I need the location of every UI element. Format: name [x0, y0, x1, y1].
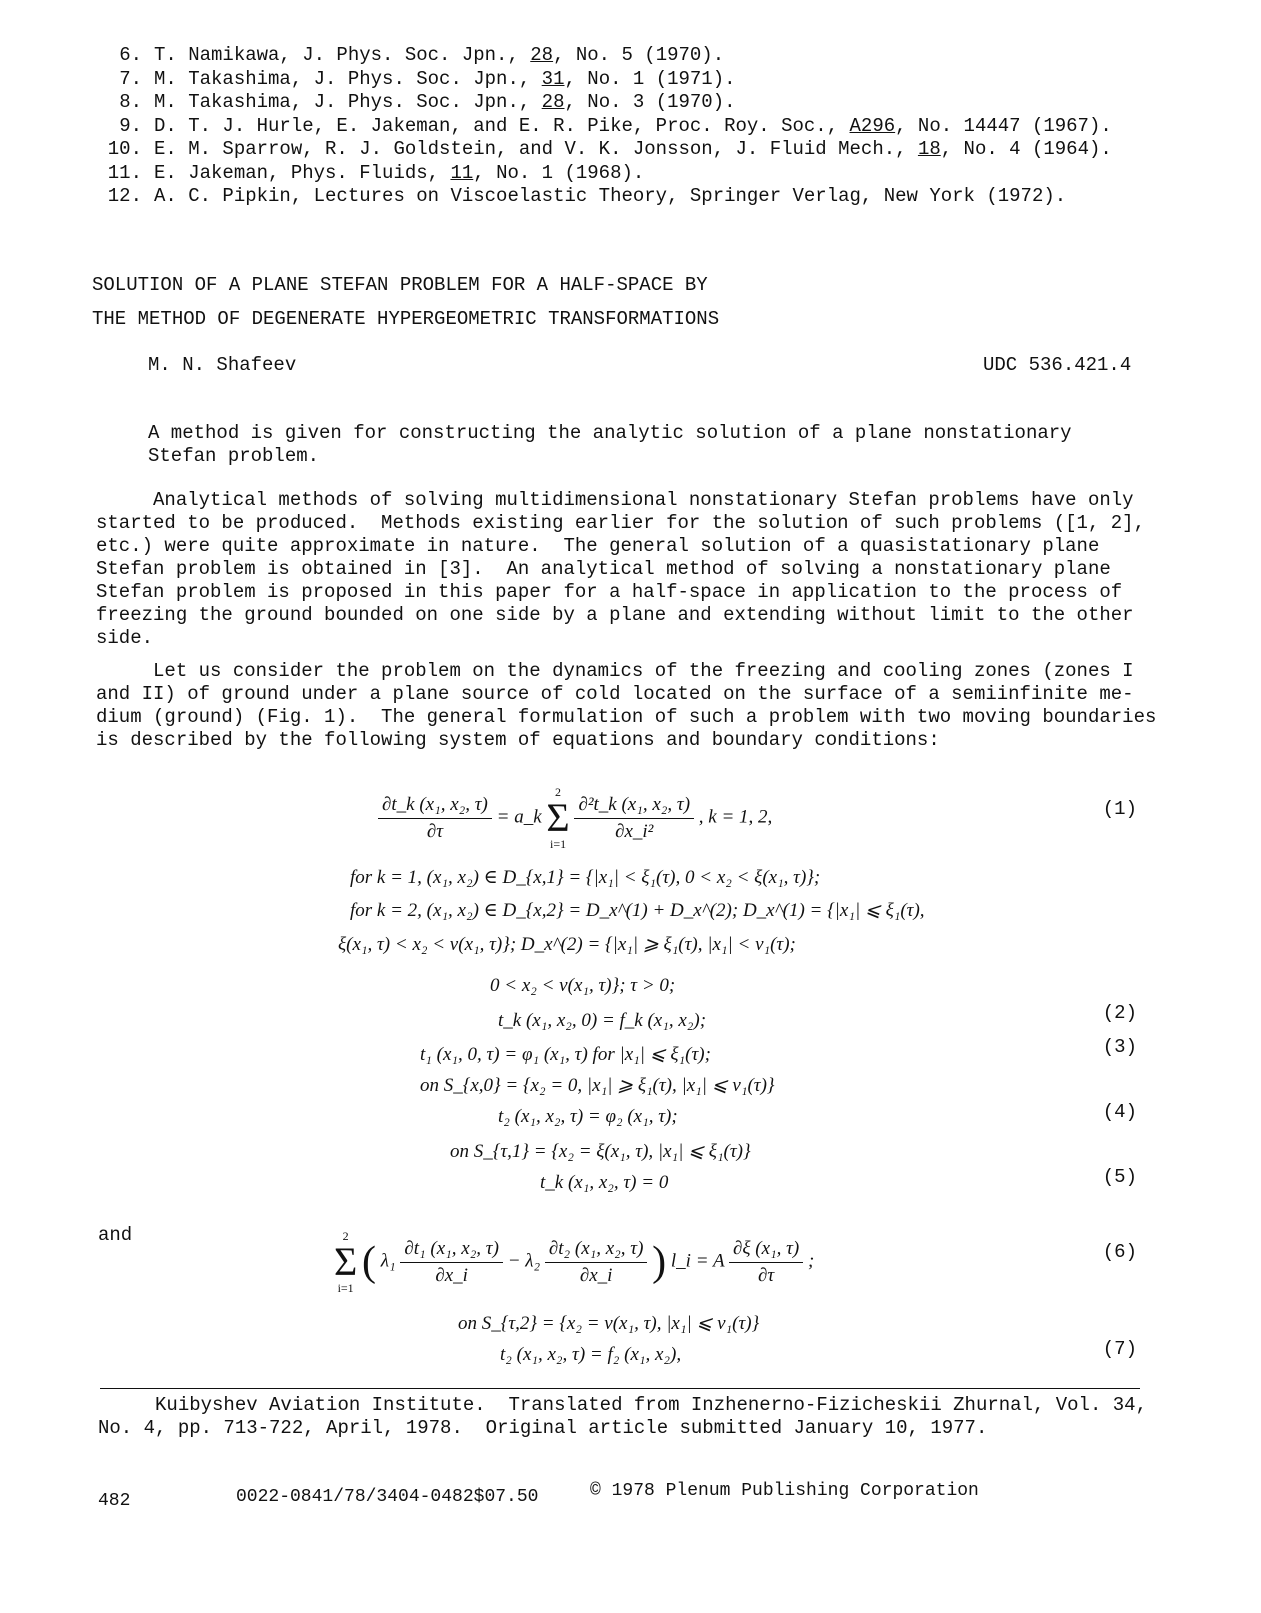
footnote: Kuibyshev Aviation Institute. Translated from Inzhenerno-Fizicheskii Zhurnal, Vol. 34, No. 4, pp. 713-722, April, 1978. Original article submitted January 10, 1977.	[98, 1394, 1147, 1439]
equation-1	[378, 786, 772, 850]
condition-line-1: for k = 1, (x₁, x₂) ∈ D_{x,1} = {|x₁| < ξ₁(τ), 0 < x₂ < ξ(x₁, τ)};	[350, 867, 821, 888]
reference-issue: , No. 4 (1964).	[940, 138, 1112, 160]
paragraph-problem: Let us consider the problem on the dynamics of the freezing and cooling zones (zones I and II) of ground under a plane source of cold located on the surface of a semiinfinite me- dium (ground) (Fig. 1). The general formulation of such a problem with two moving boundaries is described by the following system of equations and boundary conditions:	[96, 660, 1157, 751]
paragraph-intro: Analytical methods of solving multidimensional nonstationary Stefan problems have only started to be produced. Methods existing earlier for the solution of such problems ([1, 2], etc.) were quite approximate in nature. The general solution of a quasistationary plane Stefan problem is obtained in [3]. An analytical method of solving a nonstationary plane Stefan problem is proposed in this paper for a half-space in application to the process of freezing the ground bounded on one side by a plane and extending without limit to the other side.	[96, 489, 1145, 649]
reference-citation: E. Jakeman, Phys. Fluids,	[154, 161, 451, 184]
reference-volume: A296	[849, 114, 896, 137]
eqno-1: (1)	[1102, 798, 1137, 820]
condition-line-2: for k = 2, (x₁, x₂) ∈ D_{x,2} = D_x^(1) + D_x^(2); D_x^(1) = {|x₁| ⩽ ξ₁(τ),	[350, 900, 925, 921]
eq1-coefficient: = a_k	[496, 806, 542, 828]
reference-issue: , No. 3 (1970).	[564, 91, 736, 113]
footnote-rule	[100, 1388, 1140, 1389]
sum-lower: i=1	[549, 837, 567, 851]
summation-sign: 2 Σ i=1	[546, 785, 570, 851]
boundary-s1: on S_{τ,1} = {x₂ = ξ(x₁, τ), |x₁| ⩽ ξ₁(τ)}	[450, 1141, 751, 1162]
sum-upper: 2	[555, 785, 562, 799]
article-title-line-1: SOLUTION OF A PLANE STEFAN PROBLEM FOR A HALF-SPACE BY	[92, 274, 708, 296]
eq1-lhs-numerator: ∂t_k (x₁, x₂, τ)	[378, 794, 492, 819]
reference-item	[92, 115, 1112, 139]
eqno-5: (5)	[1102, 1166, 1137, 1188]
reference-text	[154, 162, 644, 186]
reference-text	[154, 68, 736, 92]
eq1-tail: , k = 1, 2,	[698, 806, 773, 828]
eq6-den-2: ∂x_i	[579, 1264, 613, 1286]
reference-item	[92, 44, 1112, 68]
eq6-num-3: ∂ξ (x₁, τ)	[729, 1238, 803, 1263]
reference-text	[154, 138, 1112, 162]
reference-volume: 11	[450, 161, 474, 184]
eq1-lhs-denominator: ∂τ	[426, 820, 444, 842]
author: M. N. Shafeev	[148, 354, 297, 376]
boundary-s2: on S_{τ,2} = {x₂ = ν(x₁, τ), |x₁| ⩽ ν₁(τ)}	[458, 1313, 760, 1334]
reference-number: 6.	[119, 44, 142, 66]
reference-number: 12.	[107, 185, 142, 207]
reference-citation: M. Takashima, J. Phys. Soc. Jpn.,	[154, 67, 542, 90]
reference-citation: D. T. J. Hurle, E. Jakeman, and E. R. Pike, Proc. Roy. Soc.,	[154, 114, 850, 137]
article-code: 0022-0841/78/3404-0482$07.50	[236, 1487, 539, 1507]
reference-item	[92, 162, 1112, 186]
eqno-6: (6)	[1102, 1241, 1137, 1263]
eqno-7: (7)	[1102, 1338, 1137, 1360]
reference-list	[92, 44, 1112, 209]
eq1-rhs-numerator: ∂²t_k (x₁, x₂, τ)	[574, 794, 694, 819]
eq6-num-2: ∂t₂ (x₁, x₂, τ)	[545, 1238, 648, 1263]
reference-number: 10.	[107, 138, 142, 160]
eq6-middle: l_i = A	[670, 1250, 725, 1272]
reference-volume: 31	[541, 67, 565, 90]
reference-text	[154, 91, 736, 115]
reference-number: 11.	[107, 161, 142, 184]
reference-citation: T. Namikawa, J. Phys. Soc. Jpn.,	[154, 44, 531, 66]
reference-item	[92, 185, 1112, 209]
reference-item	[92, 91, 1112, 115]
reference-issue: , No. 1 (1971).	[564, 67, 736, 90]
abstract: A method is given for constructing the analytic solution of a plane nonstationary Stefan problem.	[148, 422, 1072, 467]
reference-number: 8.	[119, 91, 142, 113]
boundary-s0: on S_{x,0} = {x₂ = 0, |x₁| ⩾ ξ₁(τ), |x₁| ⩽ ν₁(τ)}	[420, 1075, 775, 1096]
reference-item	[92, 68, 1112, 92]
equation-2: t_k (x₁, x₂, 0) = f_k (x₁, x₂);	[498, 1010, 707, 1031]
condition-line-4: 0 < x₂ < ν(x₁, τ)}; τ > 0;	[490, 975, 676, 996]
equation-6: 2 Σ i=1 ( λ₁ $\frac{\text{∂t₁ (x₁, x₂, τ)}}{\partial x\_i}$ − λ₂ $\frac{\text{∂t₂ (x₁, x₂, τ)}}{\partial x\_i}$ ) l_i = A $\frac{\text{∂ξ (x₁, τ)}}{\partial\tau}$ ;	[334, 1229, 815, 1295]
eqno-4: (4)	[1102, 1101, 1137, 1123]
equation-7: t₂ (x₁, x₂, τ) = f₂ (x₁, x₂),	[500, 1344, 682, 1365]
page-number: 482	[98, 1491, 131, 1511]
reference-volume: 18	[917, 138, 941, 160]
reference-number: 9.	[119, 114, 142, 137]
equation-3: t₁ (x₁, 0, τ) = φ₁ (x₁, τ) for |x₁| ⩽ ξ₁(τ);	[420, 1044, 711, 1065]
lambda-1: λ₁	[380, 1250, 396, 1272]
reference-item	[92, 138, 1112, 162]
reference-issue: , No. 5 (1970).	[553, 44, 725, 66]
summation-sign-6: 2 Σ i=1	[334, 1229, 358, 1295]
reference-volume: 28	[541, 91, 565, 113]
eq6-minus-lambda-2: − λ₂	[507, 1250, 541, 1272]
reference-text	[154, 44, 724, 68]
and-word: and	[98, 1224, 133, 1246]
eqno-2: (2)	[1102, 1002, 1137, 1024]
reference-number: 7.	[119, 67, 142, 90]
reference-text	[154, 115, 1112, 139]
equation-5: t_k (x₁, x₂, τ) = 0	[540, 1172, 669, 1193]
eq6-tail: ;	[808, 1250, 815, 1272]
reference-volume: 28	[530, 44, 554, 66]
reference-issue: , No. 1 (1968).	[473, 161, 645, 184]
copyright: © 1978 Plenum Publishing Corporation	[590, 1481, 979, 1501]
eq6-num-1: ∂t₁ (x₁, x₂, τ)	[400, 1238, 503, 1263]
condition-line-3: ξ(x₁, τ) < x₂ < ν(x₁, τ)}; D_x^(2) = {|x₁| ⩾ ξ₁(τ), |x₁| < ν₁(τ);	[338, 934, 796, 955]
reference-citation: A. C. Pipkin, Lectures on Viscoelastic Theory, Springer Verlag, New York (1972).	[154, 185, 1067, 207]
reference-issue: , No. 14447 (1967).	[895, 114, 1112, 137]
article-title-line-2: THE METHOD OF DEGENERATE HYPERGEOMETRIC TRANSFORMATIONS	[92, 308, 720, 330]
reference-citation: M. Takashima, J. Phys. Soc. Jpn.,	[154, 91, 542, 113]
eq6-den-3: ∂τ	[758, 1264, 775, 1286]
eq6-den-1: ∂x_i	[435, 1264, 468, 1286]
eq1-rhs-denominator: ∂x_i²	[615, 820, 654, 842]
reference-text	[154, 185, 1066, 209]
udc-code: UDC 536.421.4	[983, 354, 1132, 376]
reference-citation: E. M. Sparrow, R. J. Goldstein, and V. K. Jonsson, J. Fluid Mech.,	[154, 138, 918, 160]
eqno-3: (3)	[1102, 1036, 1137, 1058]
equation-4: t₂ (x₁, x₂, τ) = φ₂ (x₁, τ);	[498, 1106, 678, 1127]
